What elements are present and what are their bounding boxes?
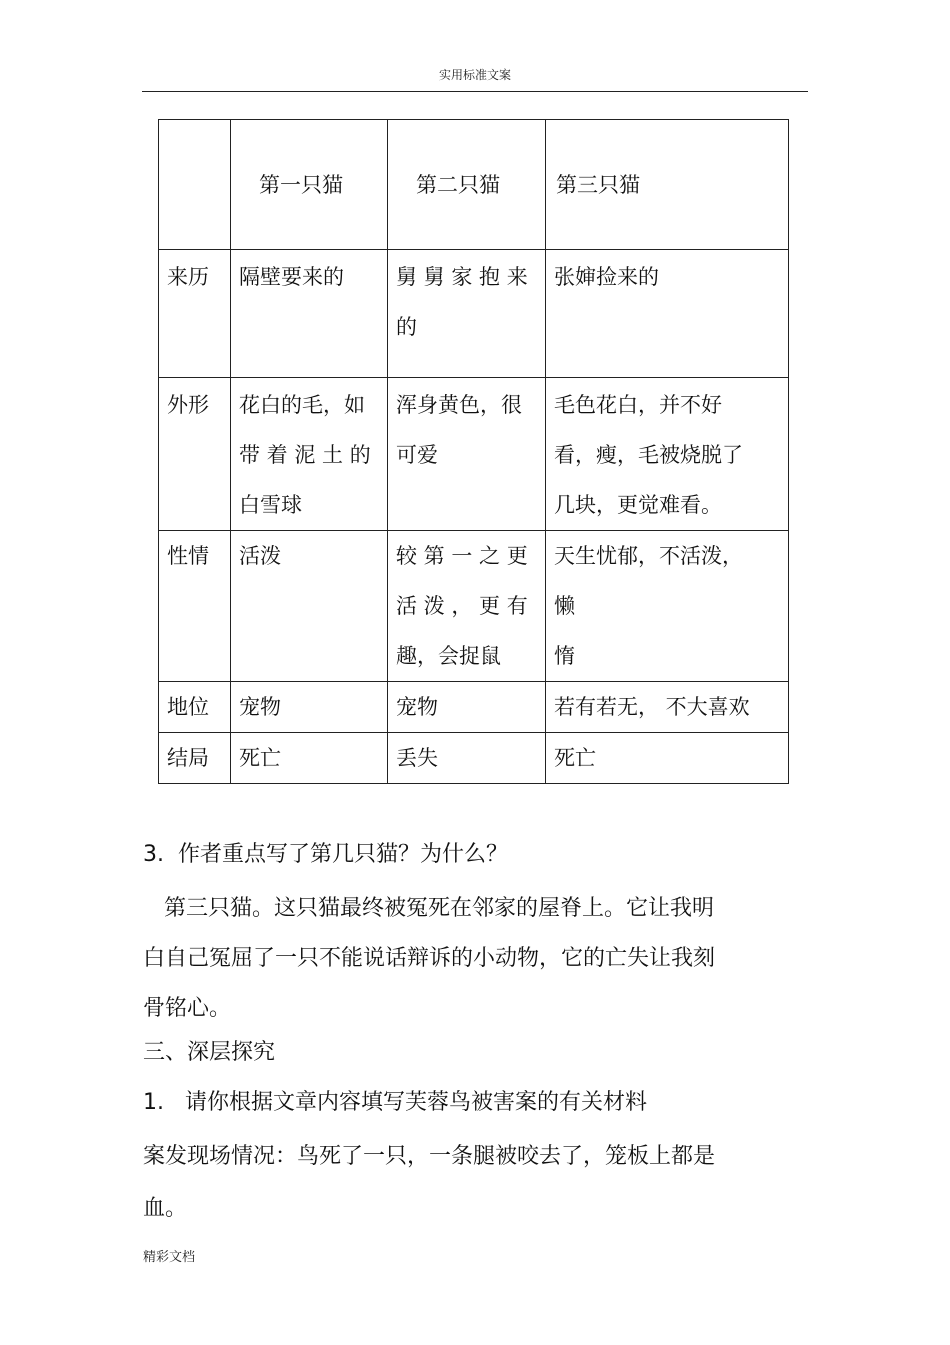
table-cell: 浑身黄色，很 可爱	[396, 393, 522, 467]
table-row	[159, 682, 789, 733]
table-cell: 丢失	[396, 746, 438, 770]
scene-line: 血。	[143, 1196, 188, 1221]
row-label-status: 地位	[159, 682, 231, 733]
table-cell: 若有若无， 不大喜欢	[554, 695, 750, 719]
answer-line: 白自己冤屈了一只不能说话辩诉的小动物，它的亡失让我刻	[143, 946, 716, 971]
header-divider	[142, 91, 808, 92]
answer-line: 骨铭心。	[143, 996, 232, 1021]
column-header-cat2: 第二只猫	[388, 120, 546, 250]
table-cell: 毛色花白，并不好 看，瘦，毛被烧脱了 几块，更觉难看。	[554, 393, 743, 517]
question-3: 3. 作者重点写了第几只猫？为什么？	[143, 842, 508, 867]
table-cell: 宠物	[239, 695, 281, 719]
table-row	[159, 531, 789, 682]
table-cell: 宠物	[396, 695, 438, 719]
question-1: 1. 请你根据文章内容填写芙蓉鸟被害案的有关材料	[143, 1090, 647, 1115]
page-header: 实用标准文案	[438, 68, 511, 82]
column-header-cat1: 第一只猫	[231, 120, 388, 250]
table-row	[159, 378, 789, 531]
table-row	[159, 250, 789, 378]
section-heading: 三、深层探究	[143, 1040, 276, 1065]
scene-line: 案发现场情况：鸟死了一只，一条腿被咬去了，笼板上都是	[143, 1144, 716, 1169]
answer-line: 第三只猫。这只猫最终被冤死在邻家的屋脊上。它让我明	[143, 896, 714, 921]
table-header-row	[159, 120, 789, 250]
table-cell: 舅 舅 家 抱 来 的	[396, 265, 528, 339]
table-cell: 花白的毛，如 带 着 泥 土 的 白雪球	[239, 393, 371, 517]
page-footer: 精彩文档	[143, 1250, 196, 1265]
table-cell: 较 第 一 之 更 活 泼 ， 更 有 趣，会捉鼠	[396, 544, 528, 668]
table-row	[159, 733, 789, 784]
column-header-cat3: 第三只猫	[546, 120, 789, 250]
table-cell: 隔壁要来的	[239, 265, 344, 289]
table-cell: 死亡	[554, 746, 596, 770]
row-label-temperament: 性情	[159, 531, 231, 682]
row-label-origin: 来历	[159, 250, 231, 378]
row-label-appearance: 外形	[159, 378, 231, 531]
table-cell: 死亡	[239, 746, 281, 770]
table-cell: 张婶捡来的	[554, 265, 659, 289]
row-label-ending: 结局	[159, 733, 231, 784]
cats-comparison-table	[158, 119, 789, 784]
table-cell: 活泼	[239, 544, 281, 568]
table-cell: 天生忧郁，不活泼， 懒 惰	[554, 544, 743, 668]
table-corner-cell	[159, 120, 231, 250]
